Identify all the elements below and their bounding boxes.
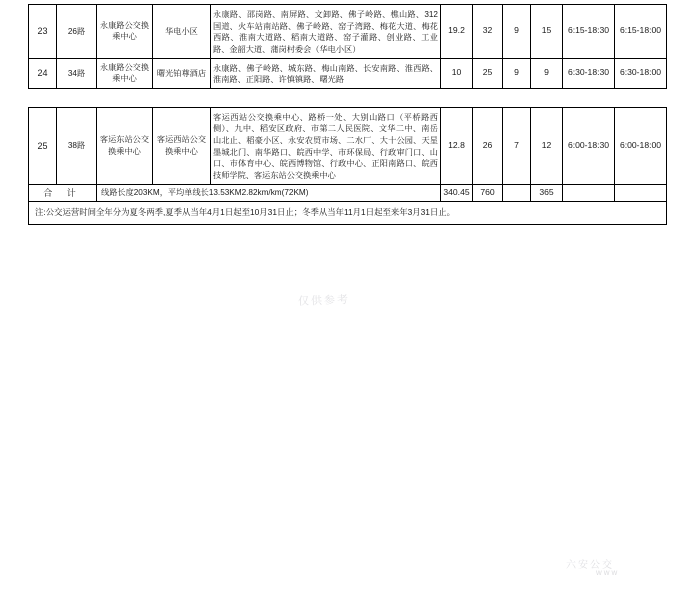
cell-first-time: 6:30-18:30	[563, 58, 615, 88]
cell-interval: 9	[503, 5, 531, 59]
cell-last-time: 6:15-18:00	[615, 5, 667, 59]
note-text: 注:公交运营时间全年分为夏冬两季,夏季从当年4月1日起至10月31日止；冬季从当年11月1日起至来年3月31日止。	[29, 202, 667, 225]
cell-start: 客运东站公交换乘中心	[97, 107, 153, 184]
watermark-corner-bottom: www	[596, 568, 620, 577]
cell-index: 24	[29, 58, 57, 88]
table-gap	[28, 89, 662, 107]
total-mileage: 340.45	[441, 184, 473, 201]
total-last-time	[615, 184, 667, 201]
table-row	[29, 58, 667, 88]
cell-index: 23	[29, 5, 57, 59]
bus-route-table	[28, 4, 667, 89]
cell-index: 25	[29, 107, 57, 184]
table-note-row	[29, 202, 667, 225]
cell-last-time: 6:30-18:00	[615, 58, 667, 88]
cell-terminal: 曙光铂尊酒店	[153, 58, 211, 88]
cell-interval: 7	[503, 107, 531, 184]
total-vehicles: 760	[473, 184, 503, 201]
total-interval	[503, 184, 531, 201]
table-row	[29, 5, 667, 59]
bus-route-table-continued	[28, 107, 667, 225]
cell-first-time: 6:15-18:30	[563, 5, 615, 59]
cell-trips: 9	[531, 58, 563, 88]
cell-route: 26路	[57, 5, 97, 59]
cell-route: 38路	[57, 107, 97, 184]
cell-start: 永康路公交换乘中心	[97, 5, 153, 59]
cell-mileage: 19.2	[441, 5, 473, 59]
cell-first-time: 6:00-18:30	[563, 107, 615, 184]
cell-roads: 永康路、佛子岭路、城东路、梅山南路、长安南路、淮西路、淮南路、正阳路、许慎镇路、曙光路	[211, 58, 441, 88]
cell-mileage: 10	[441, 58, 473, 88]
table-total-row	[29, 184, 667, 201]
cell-terminal: 客运西站公交换乘中心	[153, 107, 211, 184]
bus-route-table-sheet	[28, 4, 662, 225]
cell-vehicles: 32	[473, 5, 503, 59]
cell-mileage: 12.8	[441, 107, 473, 184]
table-row	[29, 107, 667, 184]
cell-interval: 9	[503, 58, 531, 88]
cell-route: 34路	[57, 58, 97, 88]
cell-vehicles: 25	[473, 58, 503, 88]
total-label: 合 计	[29, 184, 97, 201]
watermark-corner-top: 六安公交	[566, 560, 614, 571]
cell-terminal: 华电小区	[153, 5, 211, 59]
total-trips: 365	[531, 184, 563, 201]
cell-trips: 15	[531, 5, 563, 59]
cell-roads: 客运西站公交换乘中心、路桥一处、大别山路口（平桥路西侧）、九中、稻安区政府、市第二人民医院、文华二中、南岳山北止、稻豪小区、永安农贸市场、二水厂、大十公园、天星墨城北门、南华路口、皖西中学、市环保局、行政审门口、山口、市体育中心、皖西博物馆、行政中心、正阳南路口、皖西技师学院、客运东站公交换乘中心	[211, 107, 441, 184]
total-first-time	[563, 184, 615, 201]
cell-last-time: 6:00-18:00	[615, 107, 667, 184]
cell-trips: 12	[531, 107, 563, 184]
watermark-center: 仅供参考	[297, 294, 351, 308]
cell-vehicles: 26	[473, 107, 503, 184]
cell-roads: 永康路、邵岗路、南屏路、文卸路、佛子岭路、樵山路、312国道、火车站南站路、佛子岭路、窑子湾路、梅花大道、梅花西路、淮南大道路、稻南大道路、窑子灌路、创业路、工业路、金韶大道、蒲岗村委会（华电小区）	[211, 5, 441, 59]
cell-start: 永康路公交换乘中心	[97, 58, 153, 88]
total-description: 线路长度203KM，平均单线长13.53KM2.82km/km(72KM)	[97, 184, 441, 201]
